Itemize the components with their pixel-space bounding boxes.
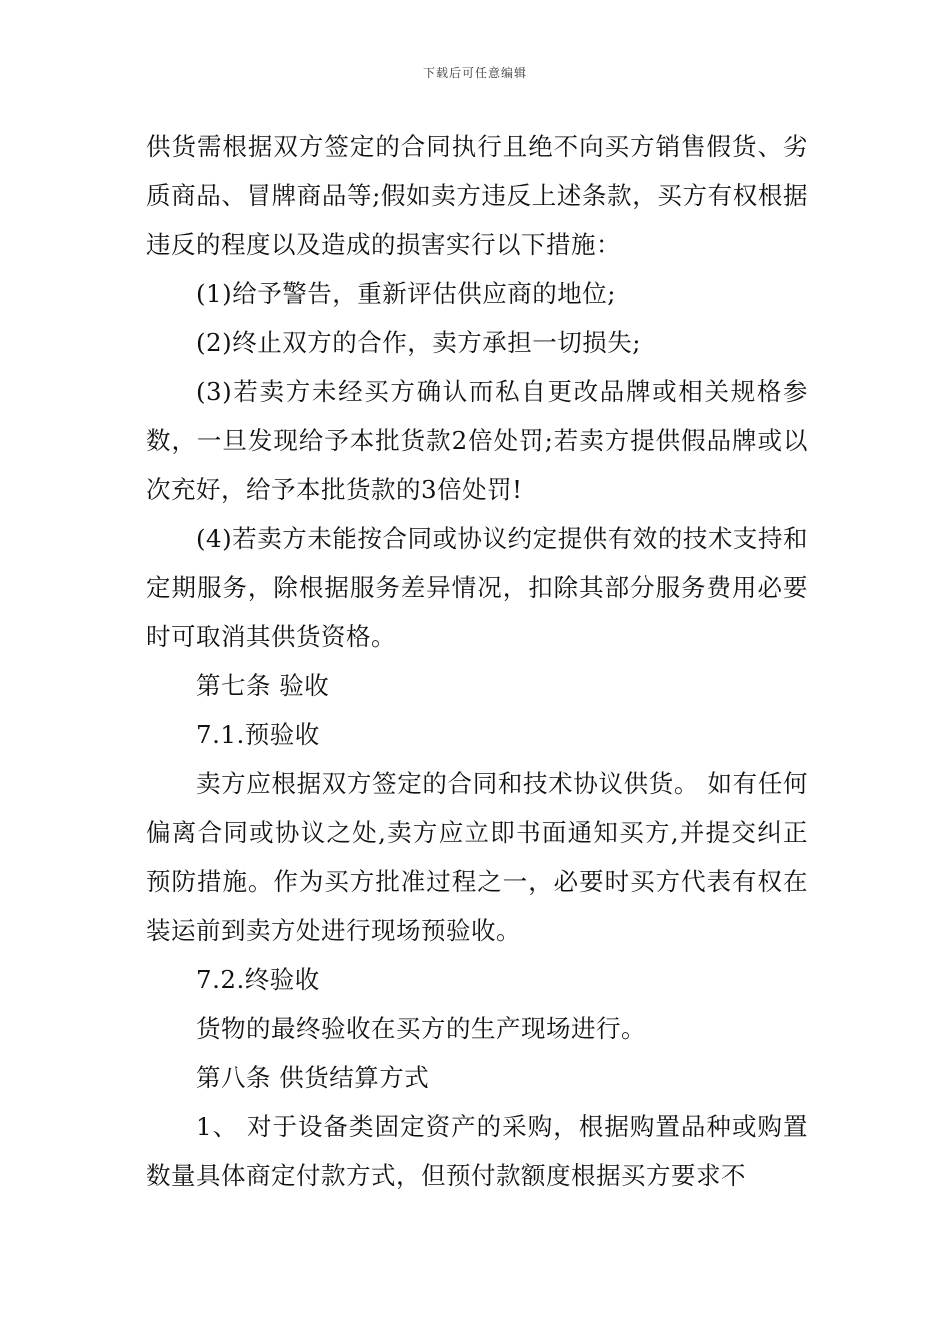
paragraph-measure-1: (1)给予警告，重新评估供应商的地位; xyxy=(196,279,616,308)
paragraph-measure-3: (3)若卖方未经买方确认而私自更改品牌或相关规格参数，一旦发现给予本批货款2倍处罚;若卖方提供假品牌或以次充好，给予本批货款的3倍处罚! xyxy=(146,377,808,504)
paragraph-measure-4: (4)若卖方未能按合同或协议约定提供有效的技术支持和定期服务，除根据服务差异情况，扣除其部分服务费用必要时可取消其供货资格。 xyxy=(146,524,808,651)
paragraph-measure-2: (2)终止双方的合作，卖方承担一切损失; xyxy=(196,328,641,357)
paragraph-pre-acceptance: 卖方应根据双方签定的合同和技术协议供货。 如有任何偏离合同或协议之处,卖方应立即书面通知买方,并提交纠正预防措施。作为买方批准过程之一，必要时买方代表有权在装运前到卖方处进行现场预验收。 xyxy=(146,769,808,945)
section-heading-article-7: 第七条 验收 xyxy=(196,671,330,700)
document-body xyxy=(146,122,808,1200)
paragraph-final-acceptance: 货物的最终验收在买方的生产现场进行。 xyxy=(196,1014,646,1043)
subsection-heading-7-2: 7.2.终验收 xyxy=(196,965,320,994)
subsection-heading-7-1: 7.1.预验收 xyxy=(196,720,320,749)
section-heading-article-8: 第八条 供货结算方式 xyxy=(196,1063,430,1092)
page-header: 下载后可任意编辑 xyxy=(422,66,527,80)
paragraph-settlement-1: 1、 对于设备类固定资产的采购，根据购置品种或购置数量具体商定付款方式，但预付款额度根据买方要求不 xyxy=(146,1112,808,1190)
paragraph-continued-terms: 供货需根据双方签定的合同执行且绝不向买方销售假货、劣质商品、冒牌商品等;假如卖方违反上述条款，买方有权根据违反的程度以及造成的损害实行以下措施： xyxy=(146,132,808,259)
